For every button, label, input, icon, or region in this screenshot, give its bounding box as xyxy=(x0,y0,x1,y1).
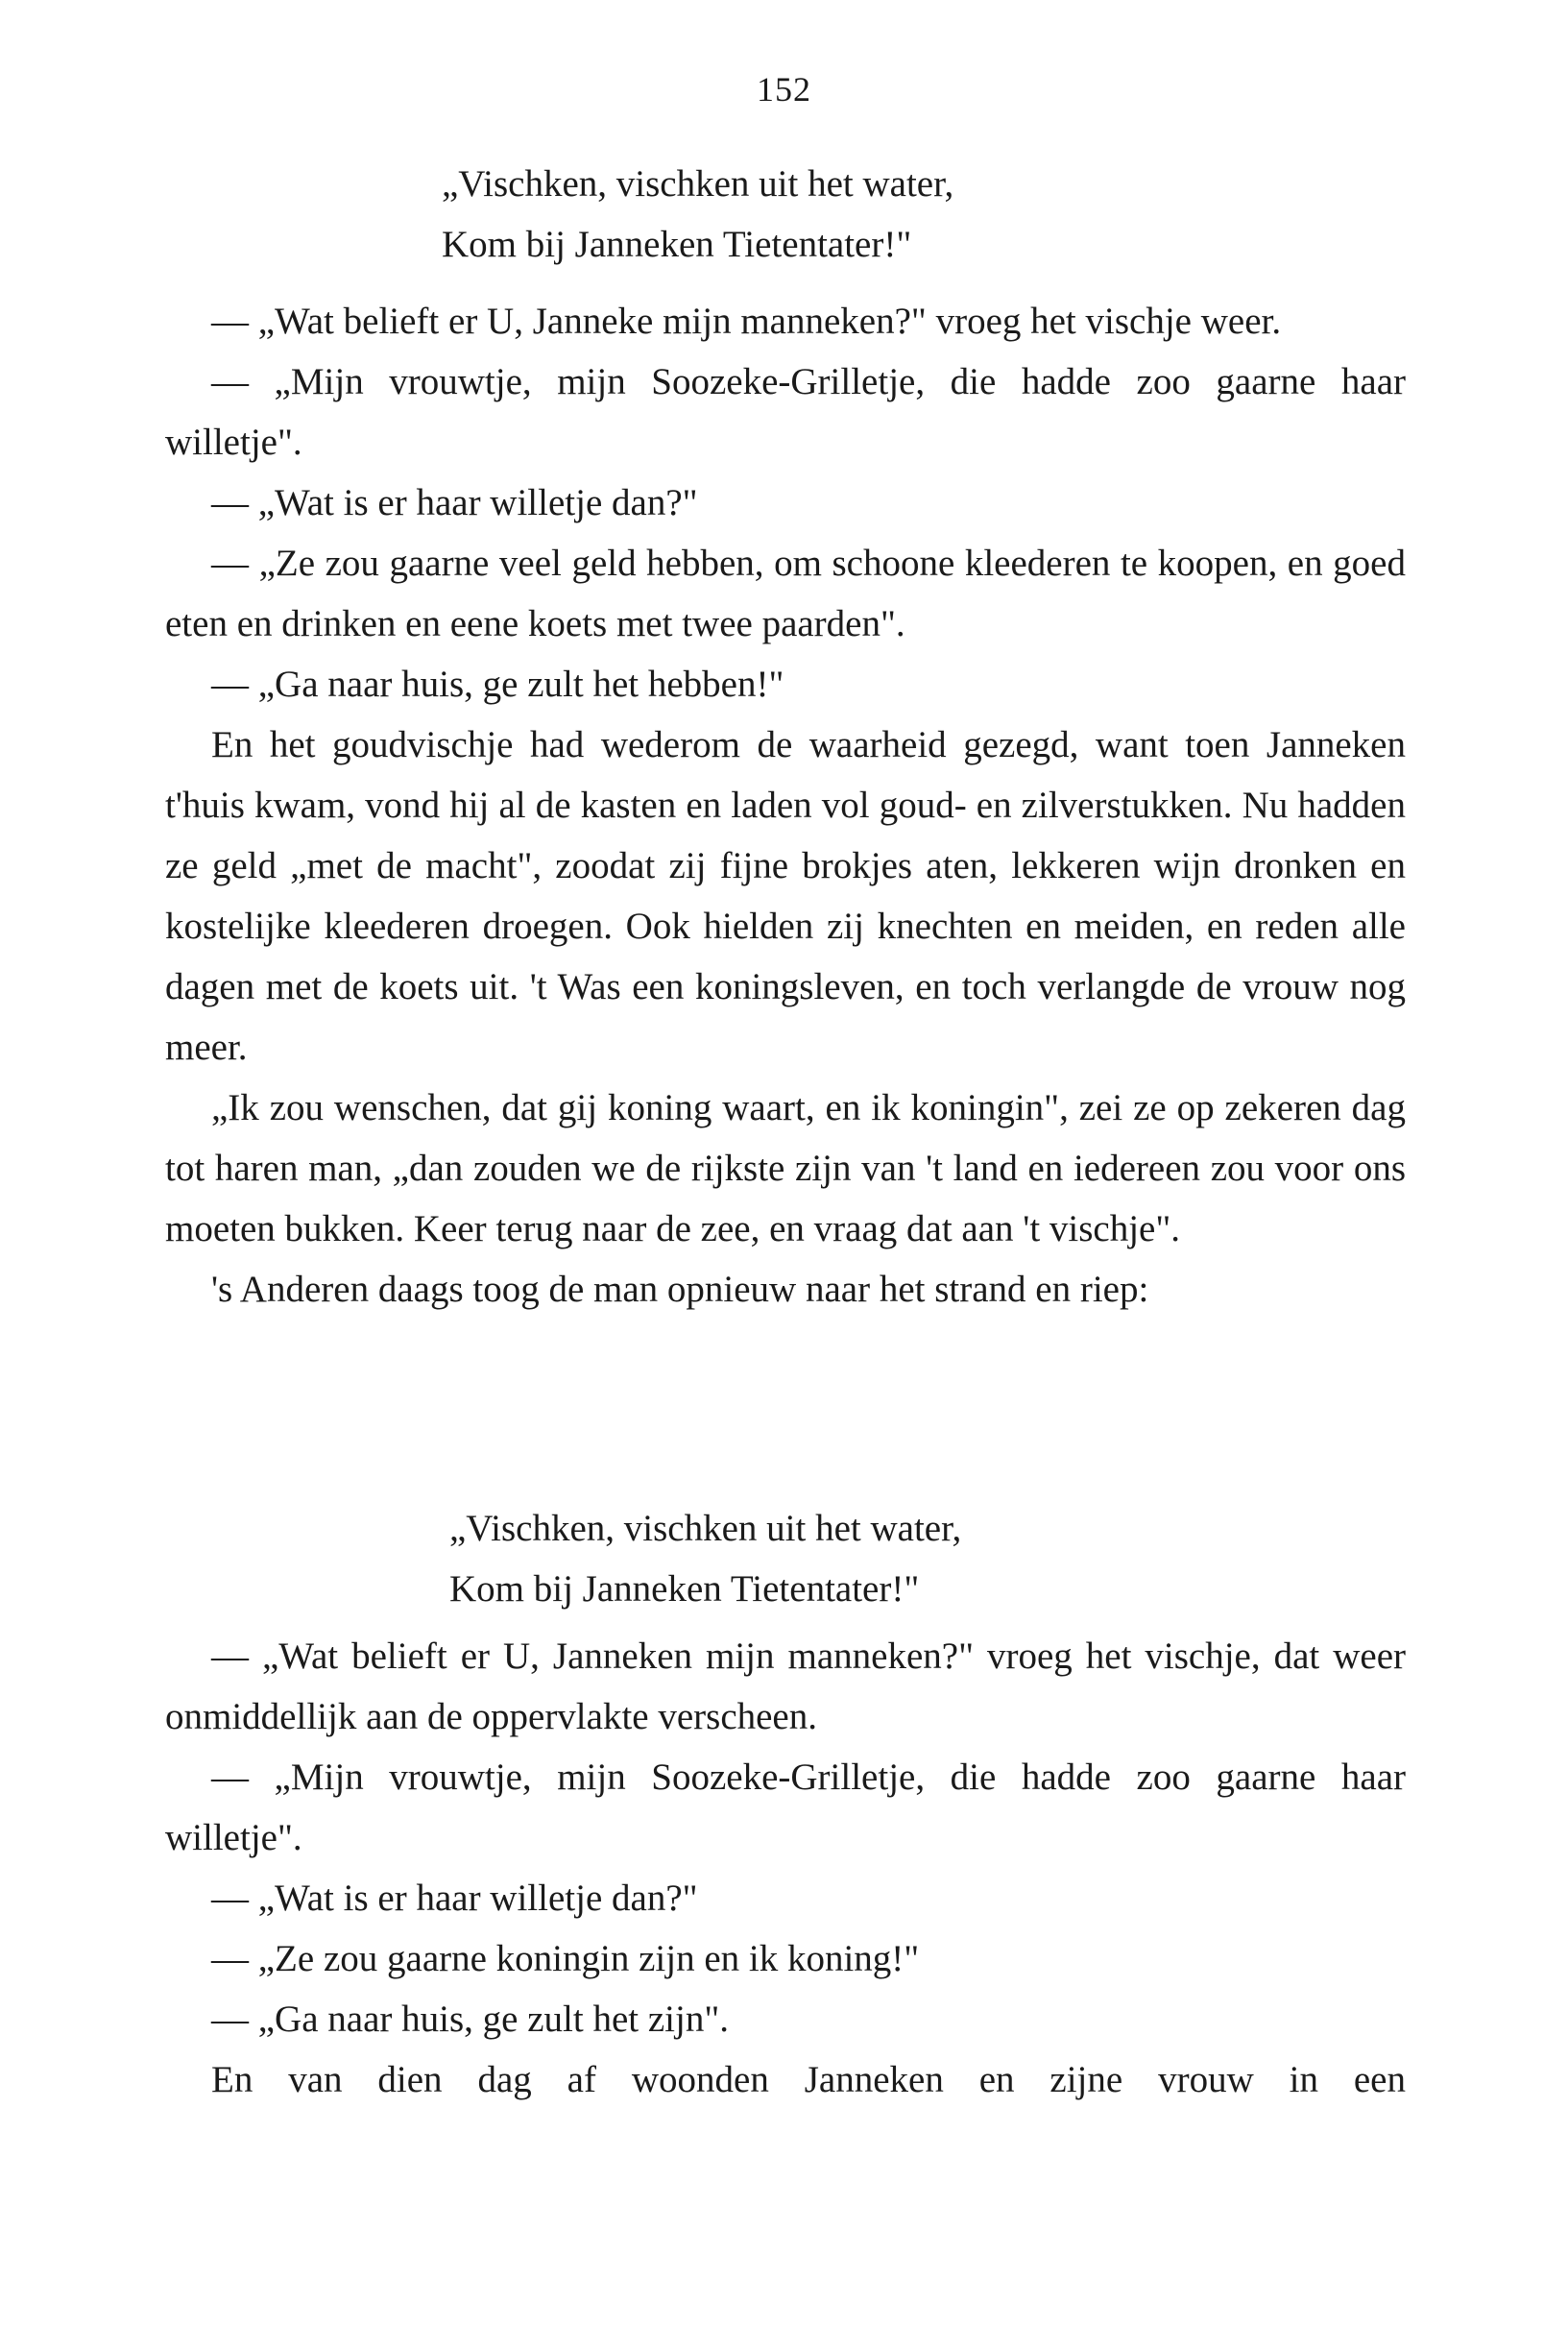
verse-line: Kom bij Janneken Tietentater!" xyxy=(442,224,912,265)
paragraph: — „Wat is er haar willetje dan?" xyxy=(211,1878,698,1919)
paragraph: — „Wat is er haar willetje dan?" xyxy=(211,482,698,523)
paragraph: — „Wat belieft er U, Janneken mijn manneken?" vroeg het vischje, dat weer onmiddellijk aan de oppervlakte verscheen. xyxy=(165,1635,1406,1737)
paragraph: En het goudvischje had wederom de waarheid gezegd, want toen Janneken t'huis kwam, vond hij al de kasten en laden vol goud- en zilverstukken. Nu hadden ze geld „met de macht", zoodat zij fijne brokjes aten, lekkeren wijn dronken en kostelijke kleederen droegen. Ook hielden zij knechten en meiden, en reden alle dagen met de koets uit. 't Was een koningsleven, en toch verlangde de vrouw nog meer. xyxy=(165,724,1406,1068)
paragraph: — „Ze zou gaarne veel geld hebben, om schoone kleederen te koopen, en goed eten en drinken en eene koets met twee paarden". xyxy=(165,543,1406,644)
verse-rhyme-1 xyxy=(442,154,1133,275)
verse-line: „Vischken, vischken uit het water, xyxy=(449,1508,962,1549)
paragraph: — „Ze zou gaarne koningin zijn en ik koning!" xyxy=(211,1938,920,1979)
verse-line: „Vischken, vischken uit het water, xyxy=(442,163,954,205)
paragraph: — „Ga naar huis, ge zult het zijn". xyxy=(211,1999,729,2040)
paragraph-continued: En van dien dag af woonden Janneken en zijne vrouw in een xyxy=(211,2059,1406,2100)
page-number: 152 xyxy=(757,70,811,109)
verse-rhyme-2 xyxy=(449,1498,1141,1619)
verse-line: Kom bij Janneken Tietentater!" xyxy=(449,1568,920,1610)
paragraph: — „Mijn vrouwtje, mijn Soozeke-Grilletje, die hadde zoo gaarne haar willetje". xyxy=(165,361,1406,463)
text-block-1 xyxy=(165,291,1406,1320)
paragraph: — „Wat belieft er U, Janneke mijn manneken?" vroeg het vischje weer. xyxy=(211,301,1282,342)
paragraph: „Ik zou wenschen, dat gij koning waart, en ik koningin", zei ze op zekeren dag tot haren man, „dan zouden we de rijkste zijn van 't land en iedereen zou voor ons moeten bukken. Keer terug naar de zee, en vraag dat aan 't vischje". xyxy=(165,1087,1406,1249)
text-block-2 xyxy=(165,1626,1406,2110)
paragraph: — „Ga naar huis, ge zult het hebben!" xyxy=(211,664,784,705)
paragraph: 's Anderen daags toog de man opnieuw naar het strand en riep: xyxy=(211,1269,1149,1310)
paragraph: — „Mijn vrouwtje, mijn Soozeke-Grilletje, die hadde zoo gaarne haar willetje". xyxy=(165,1757,1406,1858)
